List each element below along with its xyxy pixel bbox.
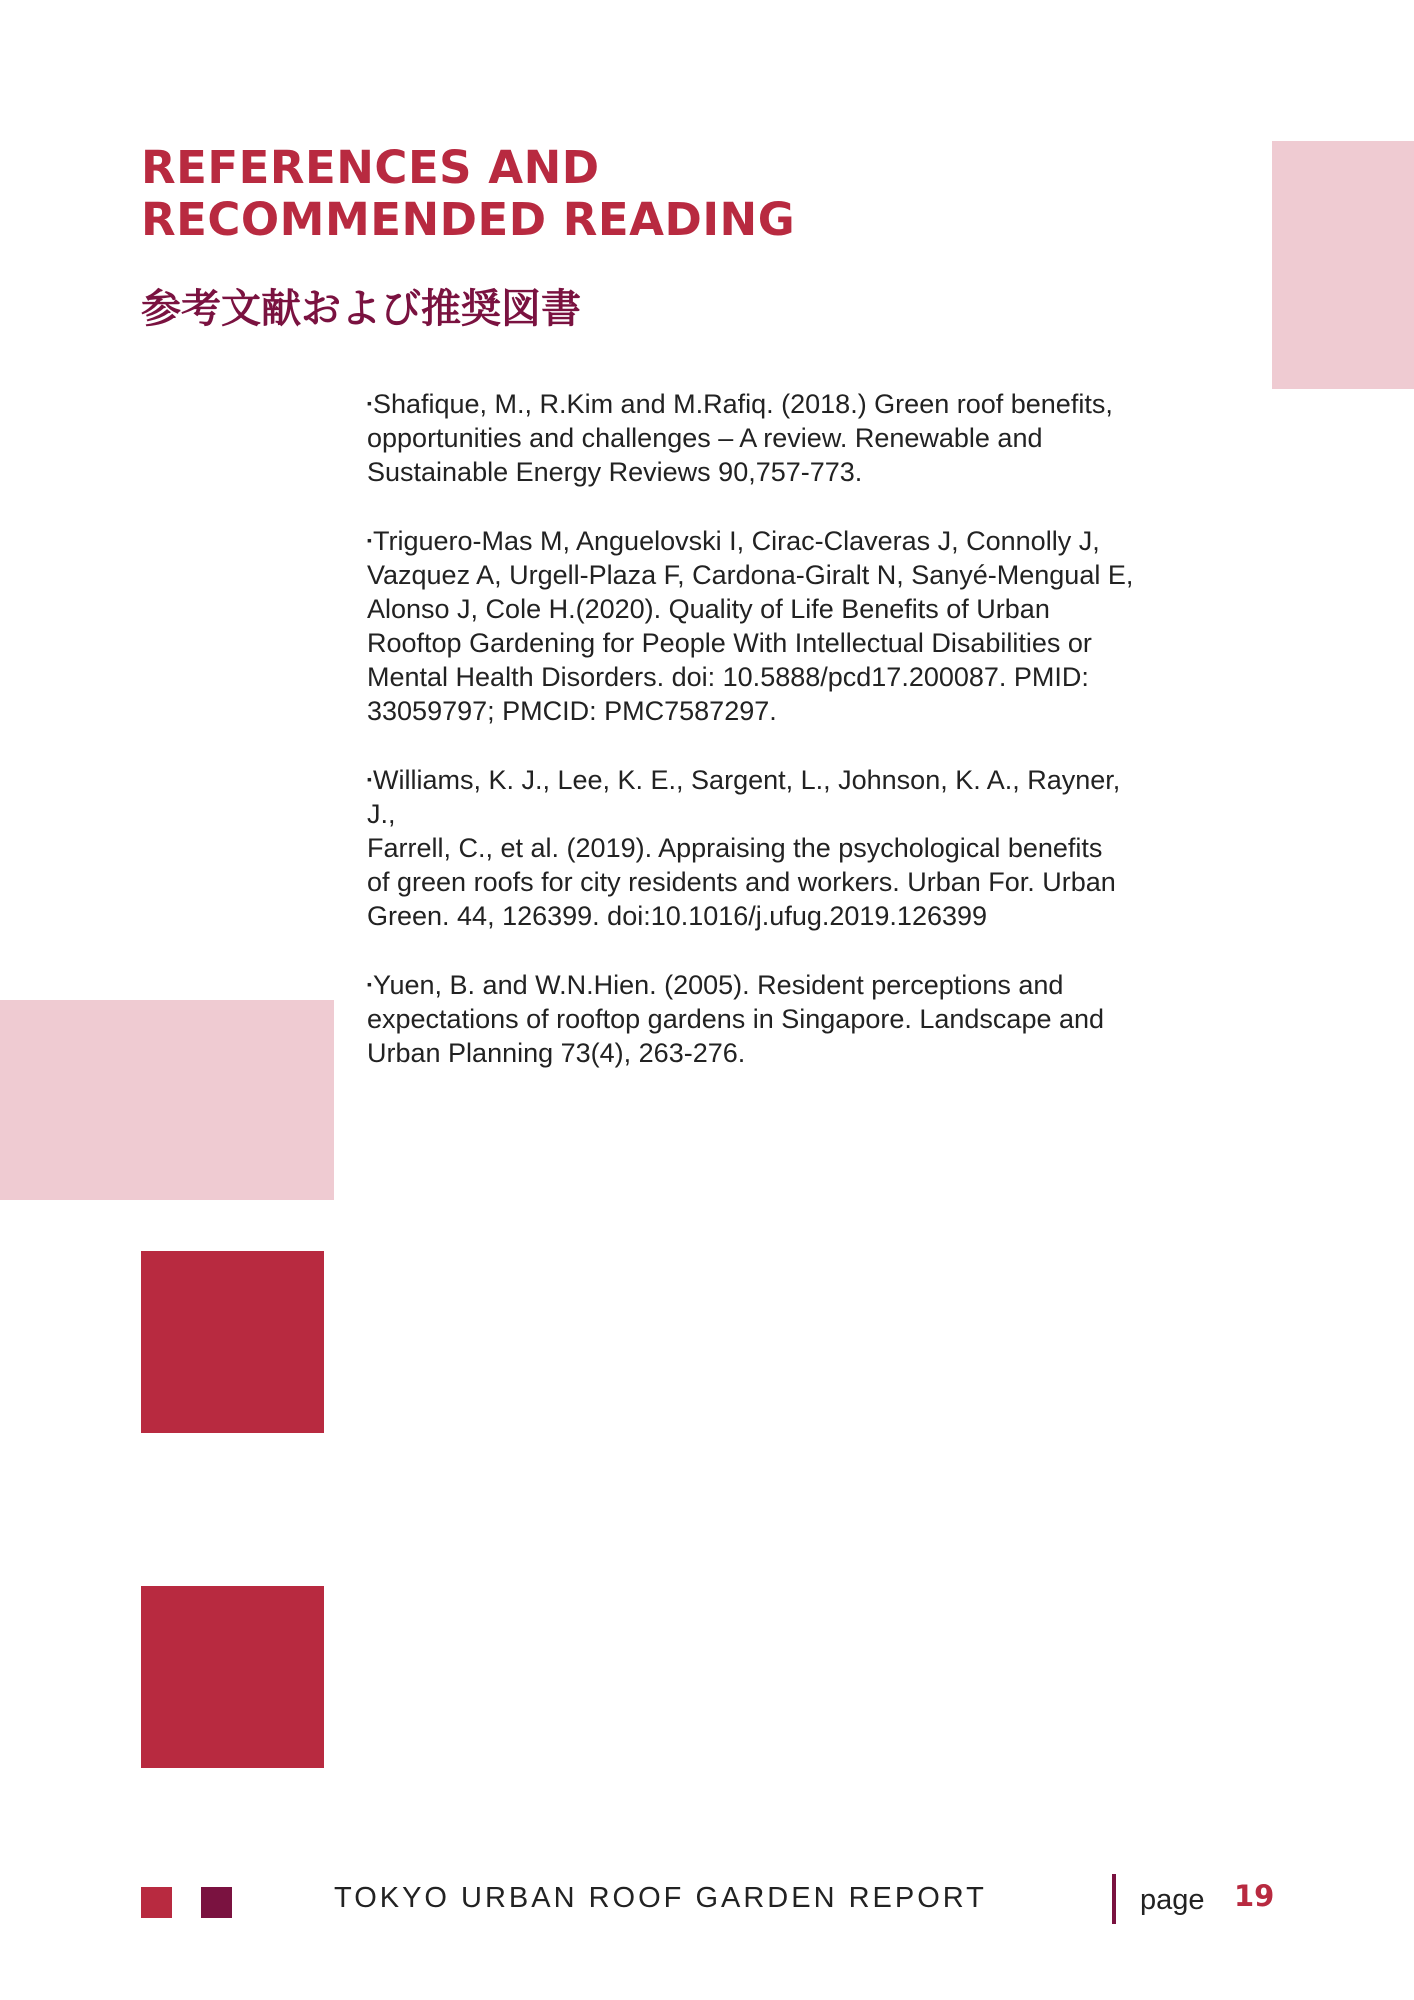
reference-text <box>367 526 1133 726</box>
footer-maroon-square-icon <box>201 1887 232 1918</box>
reference-line: Urban Planning 73(4), 263-276. <box>367 1038 746 1068</box>
decorative-red-square-lower <box>141 1586 324 1768</box>
bullet-icon: ▪ <box>367 532 372 548</box>
reference-line: Triguero-Mas M, Anguelovski I, Cirac-Claveras J, Connolly J, <box>372 526 1100 556</box>
reference-line: Sustainable Energy Reviews 90,757-773. <box>367 457 863 487</box>
page-number: 19 <box>1234 1879 1275 1913</box>
footer-report-title: TOKYO URBAN ROOF GARDEN REPORT <box>334 1882 987 1914</box>
page-label: page <box>1140 1884 1205 1916</box>
reference-line: Farrell, C., et al. (2019). Appraising the psychological benefits <box>367 833 1103 863</box>
page-title <box>141 142 795 246</box>
page-title-line-2: RECOMMENDED READING <box>141 193 796 246</box>
reference-line: Vazquez A, Urgell-Plaza F, Cardona-Giralt N, Sanyé-Mengual E, <box>367 560 1134 590</box>
bullet-icon: ▪ <box>367 771 372 787</box>
page-title-line-1: REFERENCES AND <box>141 141 600 194</box>
decorative-red-square-upper <box>141 1251 324 1433</box>
decorative-pink-block-left <box>0 1000 334 1200</box>
decorative-pink-block-top-right <box>1272 141 1414 389</box>
page-subtitle-japanese: 参考文献および推奨図書 <box>141 286 581 332</box>
reference-line: Alonso J, Cole H.(2020). Quality of Life Benefits of Urban <box>367 594 1050 624</box>
reference-line: Green. 44, 126399. doi:10.1016/j.ufug.2019.126399 <box>367 901 988 931</box>
reference-line: 33059797; PMCID: PMC7587297. <box>367 696 777 726</box>
reference-line: Yuen, B. and W.N.Hien. (2005). Resident perceptions and <box>372 970 1064 1000</box>
footer-red-square-icon <box>141 1887 172 1918</box>
reference-text <box>367 389 1113 487</box>
reference-item <box>367 523 1147 728</box>
reference-item <box>367 762 1147 933</box>
bullet-icon: ▪ <box>367 395 372 411</box>
reference-text <box>367 970 1104 1068</box>
bullet-icon: ▪ <box>367 976 372 992</box>
footer-divider <box>1112 1874 1116 1924</box>
reference-line: Mental Health Disorders. doi: 10.5888/pcd17.200087. PMID: <box>367 662 1089 692</box>
reference-line: expectations of rooftop gardens in Singapore. Landscape and <box>367 1004 1105 1034</box>
reference-line: of green roofs for city residents and workers. Urban For. Urban <box>367 867 1116 897</box>
reference-text <box>367 765 1120 931</box>
reference-item <box>367 967 1147 1070</box>
reference-line: Rooftop Gardening for People With Intellectual Disabilities or <box>367 628 1092 658</box>
reference-line: Shafique, M., R.Kim and M.Rafiq. (2018.) Green roof benefits, <box>372 389 1113 419</box>
reference-line: opportunities and challenges – A review. Renewable and <box>367 423 1043 453</box>
reference-list <box>367 386 1147 1104</box>
reference-line: Williams, K. J., Lee, K. E., Sargent, L., Johnson, K. A., Rayner, J., <box>367 765 1121 829</box>
reference-item <box>367 386 1147 489</box>
